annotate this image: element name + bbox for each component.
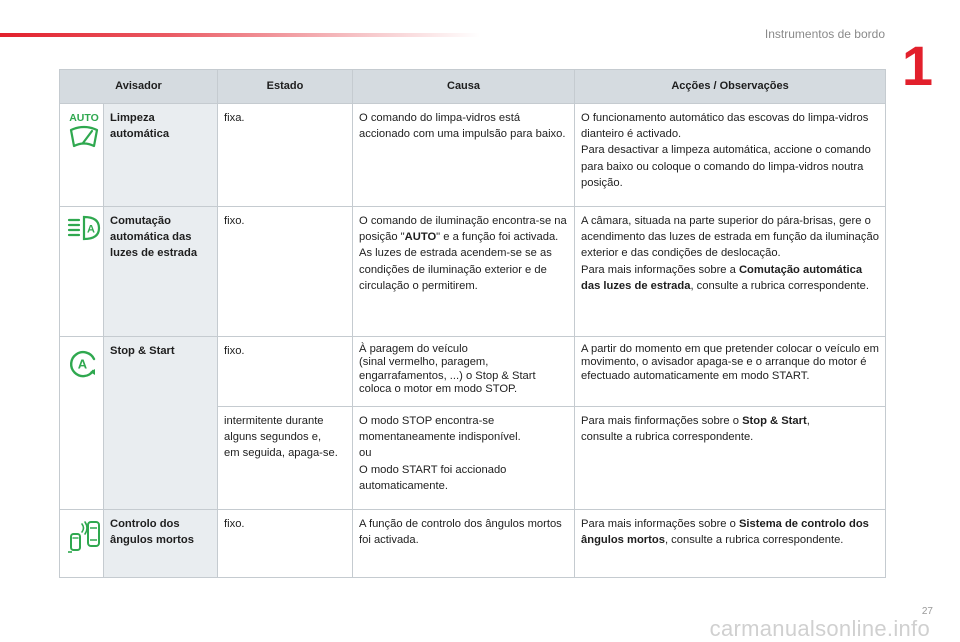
section-title: Instrumentos de bordo <box>764 27 885 41</box>
table-row <box>60 207 886 337</box>
table-cell-icon <box>60 337 104 510</box>
warning-name: Controlo dos ângulos mortos <box>104 510 218 578</box>
header-accent-bar <box>0 33 480 37</box>
table-cell-icon <box>60 104 104 207</box>
cause-cell: A função de controlo dos ângulos mortos foi activada. <box>353 510 575 578</box>
warning-name: Limpeza automática <box>104 104 218 207</box>
auto-wiper-icon <box>66 110 102 150</box>
column-header-estado: Estado <box>218 70 353 104</box>
actions-cell: Para mais finformações sobre o Stop & Start, consulte a rubrica correspondente. <box>575 407 886 510</box>
table-row <box>60 510 886 578</box>
state-cell: fixa. <box>218 104 353 207</box>
state-cell: fixo. <box>218 207 353 337</box>
table-header-row <box>60 70 886 104</box>
auto-high-beam-icon <box>66 213 102 243</box>
table-cell-icon <box>60 207 104 337</box>
auto-wiper-icon-label: AUTO <box>69 112 99 124</box>
table-row <box>60 337 886 407</box>
svg-text:A: A <box>87 223 95 236</box>
actions-cell: A câmara, situada na parte superior do pára-brisas, gere o acendimento das luzes de estrada em função da iluminação exterior e das condições de deslocação. Para mais informações sobre a Comutação automática das luzes de estrada, consulte a rubrica correspondente. <box>575 207 886 337</box>
table-row <box>60 104 886 207</box>
cause-cell: À paragem do veículo (sinal vermelho, paragem, engarrafamentos, ...) o Stop & Start coloca o motor em modo STOP. <box>353 337 575 407</box>
table-cell-icon <box>60 510 104 578</box>
column-header-avisador: Avisador <box>60 70 218 104</box>
page-number: 27 <box>921 606 933 617</box>
warning-lights-table <box>59 69 886 578</box>
state-cell: fixo. <box>218 510 353 578</box>
blind-spot-icon <box>66 516 104 554</box>
actions-cell: Para mais informações sobre o Sistema de controlo dos ângulos mortos, consulte a rubrica correspondente. <box>575 510 886 578</box>
warning-name: Comutação automática das luzes de estrada <box>104 207 218 337</box>
state-cell: fixo. <box>218 337 353 407</box>
cause-cell: O modo STOP encontra-se momentaneamente indisponível. ou O modo START foi accionado automaticamente. <box>353 407 575 510</box>
state-cell: intermitente durante alguns segundos e, em seguida, apaga-se. <box>218 407 353 510</box>
actions-cell: O funcionamento automático das escovas do limpa-vidros dianteiro é activado. Para desactivar a limpeza automática, accione o comando para baixo ou coloque o comando do limpa-vidros noutra posição. <box>575 104 886 207</box>
warning-name: Stop & Start <box>104 337 218 510</box>
cause-cell: O comando de iluminação encontra-se na posição "AUTO" e a função foi activada. As luzes de estrada acendem-se se as condições de iluminação exterior e de circulação o permitirem. <box>353 207 575 337</box>
column-header-causa: Causa <box>353 70 575 104</box>
svg-text:A: A <box>77 356 88 372</box>
stop-start-icon <box>66 347 100 381</box>
watermark: carmanualsonline.info <box>709 616 930 641</box>
cause-cell: O comando do limpa-vidros está accionado com uma impulsão para baixo. <box>353 104 575 207</box>
column-header-accoes: Acções / Observações <box>575 70 886 104</box>
actions-cell: A partir do momento em que pretender colocar o veículo em movimento, o avisador apaga-se e o arranque do motor é efectuado automaticamente em modo START. <box>575 337 886 407</box>
chapter-number: 1 <box>901 34 933 97</box>
